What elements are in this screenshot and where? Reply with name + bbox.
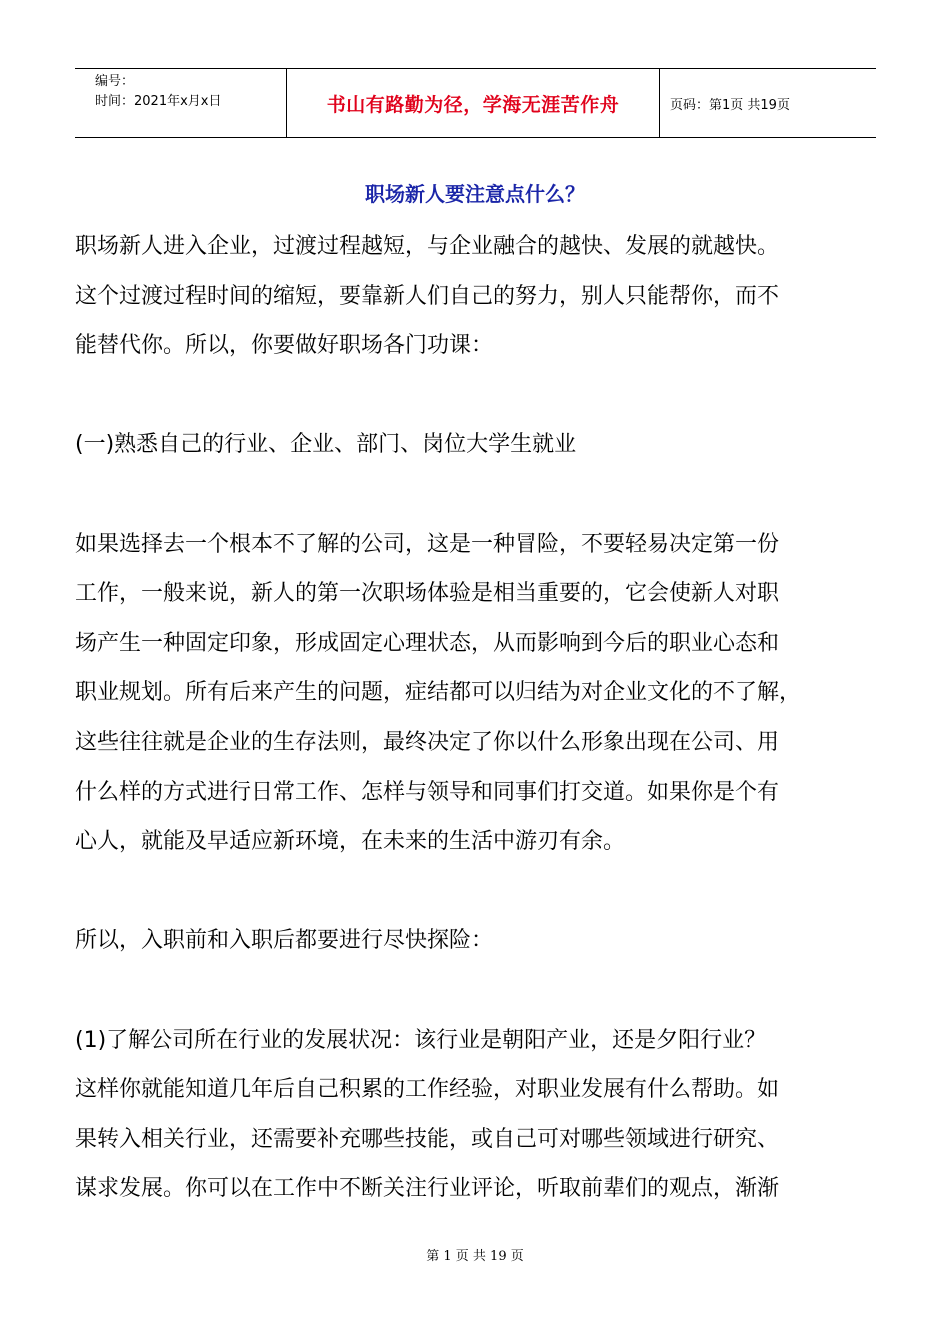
document-body [75, 222, 895, 1214]
motto-text: 书山有路勤为径，学海无涯苦作舟 [326, 93, 620, 116]
date-label: 时间：2021年x月x日 [95, 94, 222, 109]
document-title: 职场新人要注意点什么？ [365, 182, 585, 206]
section-heading: (一)熟悉自己的行业、企业、部门、岗位大学生就业 [75, 432, 577, 458]
document-header [75, 68, 876, 138]
page-info: 页码：第1页 共19页 [670, 97, 790, 113]
header-motto-cell [287, 69, 660, 137]
header-meta-cell [75, 69, 287, 137]
paragraph: (1)了解公司所在行业的发展状况：该行业是朝阳产业，还是夕阳行业？ 这样你就能知道几年后自己积累的工作经验，对职业发展有什么帮助。如 果转入相关行业，还需要补充哪些技能，或自己可对哪些领域进行研究、 谋求发展。你可以在工作中不断关注行业评论，听取前辈们的观点，渐渐 [75, 1027, 780, 1202]
paragraph: 如果选择去一个根本不了解的公司，这是一种冒险，不要轻易决定第一份 工作，一般来说，新人的第一次职场体验是相当重要的，它会使新人对职 场产生一种固定印象，形成固定心理状态，从而影响到今后的职业心态和 职业规划。所有后来产生的问题，症结都可以归结为对企业文化的不了解， 这些往往就是企业的生存法则，最终决定了你以什么形象出现在公司、用 什么样的方式进行日常工作、怎样与领导和同事们打交道。如果你是个有 心人，就能及早适应新环境，在未来的生活中游刃有余。 [75, 531, 802, 855]
page-footer: 第 1 页 共 19 页 [426, 1249, 524, 1264]
paragraph: 职场新人进入企业，过渡过程越短，与企业融合的越快、发展的就越快。 这个过渡过程时间的缩短，要靠新人们自己的努力，别人只能帮你，而不 能替代你。所以，你要做好职场各门功课： [75, 234, 780, 359]
header-page-cell [660, 69, 876, 137]
serial-number-label: 编号： [95, 74, 135, 89]
paragraph: 所以，入职前和入职后都要进行尽快探险： [75, 928, 494, 954]
